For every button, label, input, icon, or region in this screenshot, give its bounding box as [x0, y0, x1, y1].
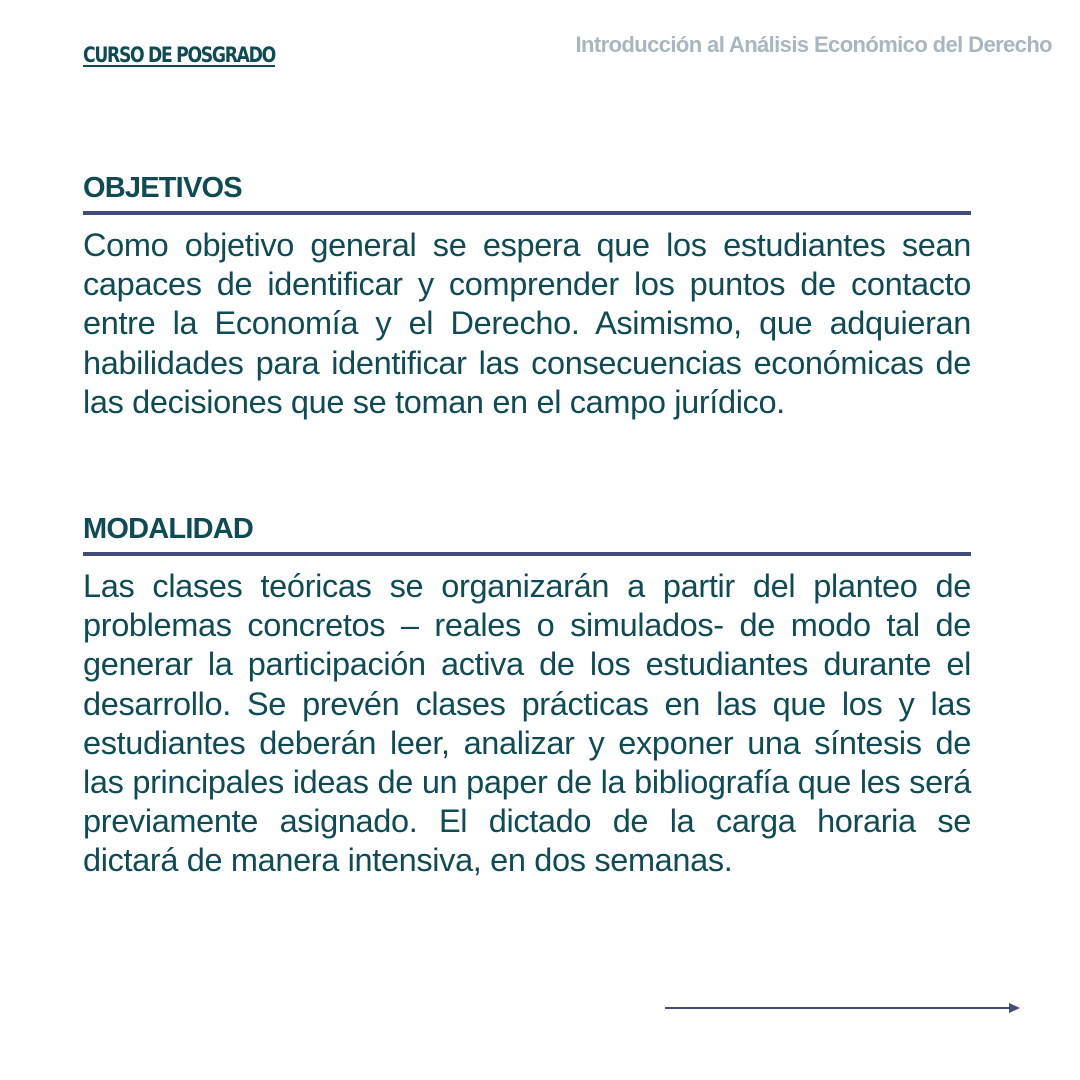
section-divider: [83, 552, 971, 556]
course-title: Introducción al Análisis Económico del Derecho: [575, 32, 1052, 57]
section-divider: [83, 211, 971, 215]
section-body-modalidad: Las clases teóricas se organizarán a partir del planteo de problemas concretos – reales o simulados- de modo tal de generar la participación activa de los estudiantes durante el desarrollo. Se prevén clases prácticas en las que los y las estudiantes deberán leer, analizar y exponer una síntesis de las principales ideas de un paper de la bibliografía que les será previamente asignado. El dictado de la carga horaria se dictará de manera intensiva, en dos semanas.: [83, 568, 971, 879]
objetivos-section: [83, 171, 971, 422]
section-body-objetivos: Como objetivo general se espera que los estudiantes sean capaces de identificar y comprender los puntos de contacto entre la Economía y el Derecho. Asimismo, que adquieran habilidades para identificar las consecuencias económicas de las decisiones que se toman en el campo jurídico.: [83, 227, 971, 420]
modalidad-section: [83, 512, 971, 881]
section-title-objetivos: OBJETIVOS: [83, 172, 242, 204]
course-label: CURSO DE POSGRADO: [83, 43, 275, 67]
section-title-modalidad: MODALIDAD: [83, 513, 254, 545]
arrow-right-icon[interactable]: [665, 998, 1025, 1018]
